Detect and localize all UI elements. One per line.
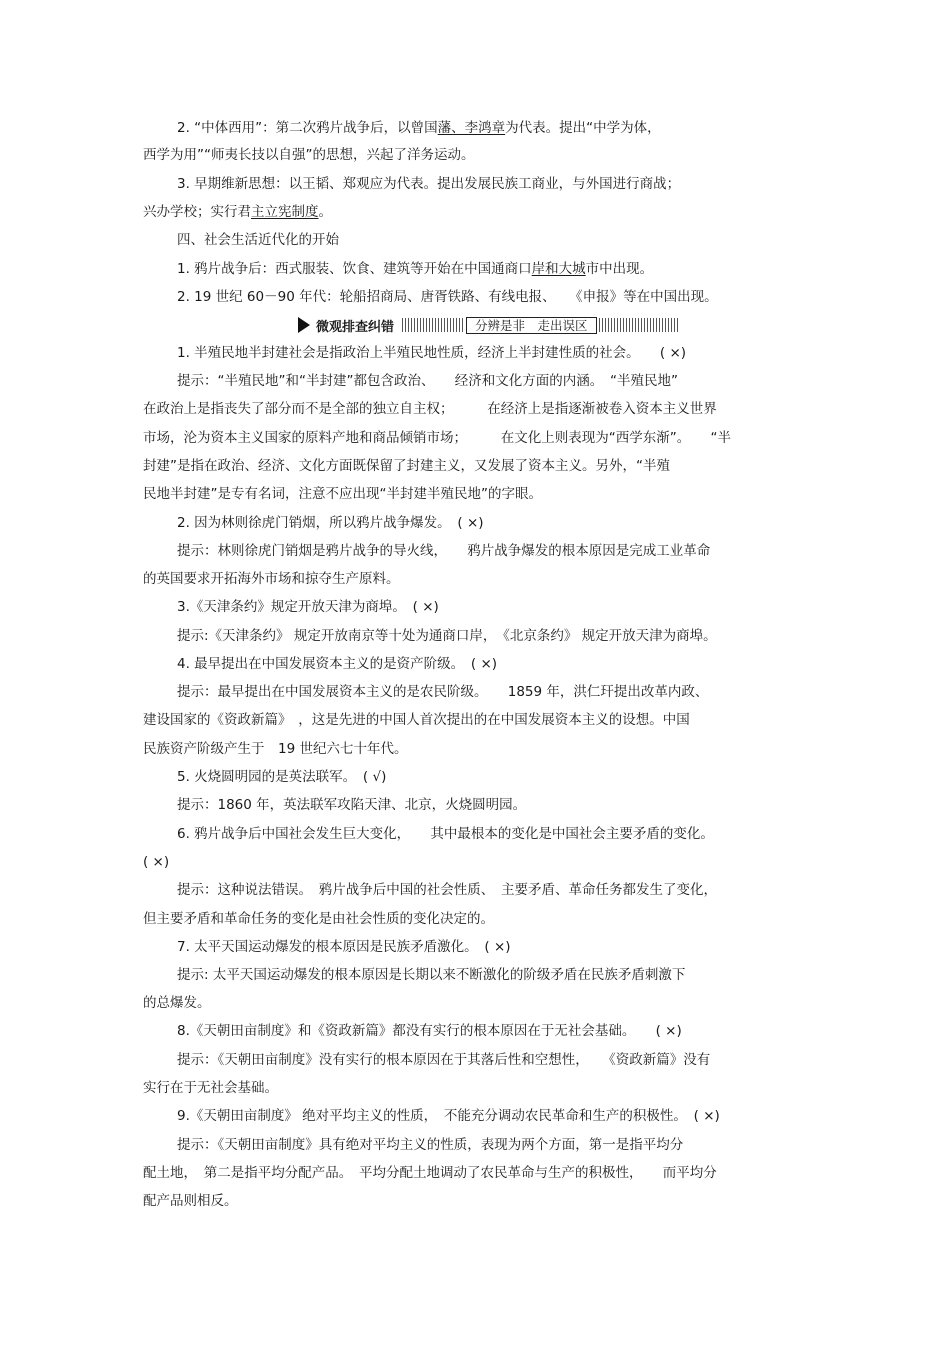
hint-line: 配土地， 第二是指平均分配产品。 平均分配土地调动了农民革命与生产的积极性， 而平均分 <box>143 1165 717 1181</box>
hint-line: 提示: 太平天国运动爆发的根本原因是长期以来不断激化的阶级矛盾在民族矛盾刺激下 <box>177 967 686 983</box>
hint-line: 配产品则相反。 <box>143 1193 238 1209</box>
hint-line: 封建”是指在政治、经济、文化方面既保留了封建主义，又发展了资本主义。另外，“半殖 <box>143 458 670 474</box>
hint-line: 民地半封建”是专有名词，注意不应出现“半封建半殖民地”的字眼。 <box>143 486 542 502</box>
hint-line: 提示：《天朝田亩制度》具有绝对平均主义的性质，表现为两个方面，第一是指平均分 <box>177 1137 684 1153</box>
question-line: 1. 半殖民地半封建社会是指政治上半殖民地性质，经济上半封建性质的社会。 ( ×) <box>177 345 687 361</box>
question-line: 9.《天朝田亩制度》 绝对平均主义的性质， 不能充分调动农民革命和生产的积极性。 ( ×) <box>177 1108 720 1124</box>
question-line: ( ×) <box>143 854 170 870</box>
question-line: 8.《天朝田亩制度》和《资政新篇》都没有实行的根本原因在于无社会基础。 ( ×) <box>177 1023 682 1039</box>
hint-line: 在政治上是指丧失了部分而不是全部的独立自主权； 在经济上是指逐渐被卷入资本主义世界 <box>143 401 717 417</box>
hint-line: 提示：《天朝田亩制度》没有实行的根本原因在于其落后性和空想性， 《资政新篇》没有 <box>177 1052 711 1068</box>
hint-line: 提示：林则徐虎门销烟是鸦片战争的导火线， 鸦片战争爆发的根本原因是完成工业革命 <box>177 543 711 559</box>
text-line: 3. 早期维新思想：以王韬、郑观应为代表。提出发展民族工商业，与外国进行商战； <box>177 176 681 192</box>
section-banner <box>298 316 678 334</box>
banner-hatch <box>402 318 464 332</box>
text-line: 兴办学校；实行君主立宪制度。 <box>143 204 332 220</box>
question-line: 2. 因为林则徐虎门销烟，所以鸦片战争爆发。 ( ×) <box>177 515 484 531</box>
question-line: 7. 太平天国运动爆发的根本原因是民族矛盾激化。 ( ×) <box>177 939 511 955</box>
banner-subtitle: 分辨是非 走出误区 <box>466 317 597 334</box>
text-line: 2. 19 世纪 60－90 年代：轮船招商局、唐胥铁路、有线电报、 《申报》等在中国出现。 <box>177 289 718 305</box>
banner-title: 微观排查纠错 <box>316 319 395 335</box>
question-line: 5. 火烧圆明园的是英法联军。 ( √) <box>177 769 387 785</box>
hint-line: 提示：“半殖民地”和“半封建”都包含政治、 经济和文化方面的内涵。 “半殖民地” <box>177 373 678 389</box>
text-line: 2. “中体西用”：第二次鸦片战争后，以曾国藩、李鸿章为代表。提出“中学为体， <box>177 120 661 136</box>
hint-line: 提示:《天津条约》 规定开放南京等十处为通商口岸， 《北京条约》 规定开放天津为商埠。 <box>177 628 717 644</box>
hint-line: 的总爆发。 <box>143 995 211 1011</box>
question-line: 4. 最早提出在中国发展资本主义的是资产阶级。 ( ×) <box>177 656 498 672</box>
text-line: 西学为用”“师夷长技以自强”的思想，兴起了洋务运动。 <box>143 147 475 163</box>
hint-line: 建设国家的《资政新篇》 ，这是先进的中国人首次提出的在中国发展资本主义的设想。中国 <box>143 712 690 728</box>
hint-line: 提示：1860 年，英法联军攻陷天津、北京，火烧圆明园。 <box>177 797 527 813</box>
section-heading: 四、社会生活近代化的开始 <box>177 232 339 248</box>
hint-line: 市场，沦为资本主义国家的原料产地和商品倾销市场； 在文化上则表现为“西学东渐”。 “半 <box>143 430 731 446</box>
hint-line: 提示：最早提出在中国发展资本主义的是农民阶级。 1859 年，洪仁玕提出改革内政、 <box>177 684 709 700</box>
hint-line: 实行在于无社会基础。 <box>143 1080 278 1096</box>
question-line: 3.《天津条约》规定开放天津为商埠。 ( ×) <box>177 599 439 615</box>
hint-line: 的英国要求开拓海外市场和掠夺生产原料。 <box>143 571 400 587</box>
arrow-icon <box>298 317 310 333</box>
text-line: 1. 鸦片战争后：西式服装、饮食、建筑等开始在中国通商口岸和大城市中出现。 <box>177 261 654 277</box>
hint-line: 提示：这种说法错误。 鸦片战争后中国的社会性质、 主要矛盾、革命任务都发生了变化， <box>177 882 717 898</box>
banner-hatch <box>599 318 678 332</box>
hint-line: 民族资产阶级产生于 19 世纪六七十年代。 <box>143 741 408 757</box>
hint-line: 但主要矛盾和革命任务的变化是由社会性质的变化决定的。 <box>143 911 494 927</box>
question-line: 6. 鸦片战争后中国社会发生巨大变化， 其中最根本的变化是中国社会主要矛盾的变化。 <box>177 826 714 842</box>
